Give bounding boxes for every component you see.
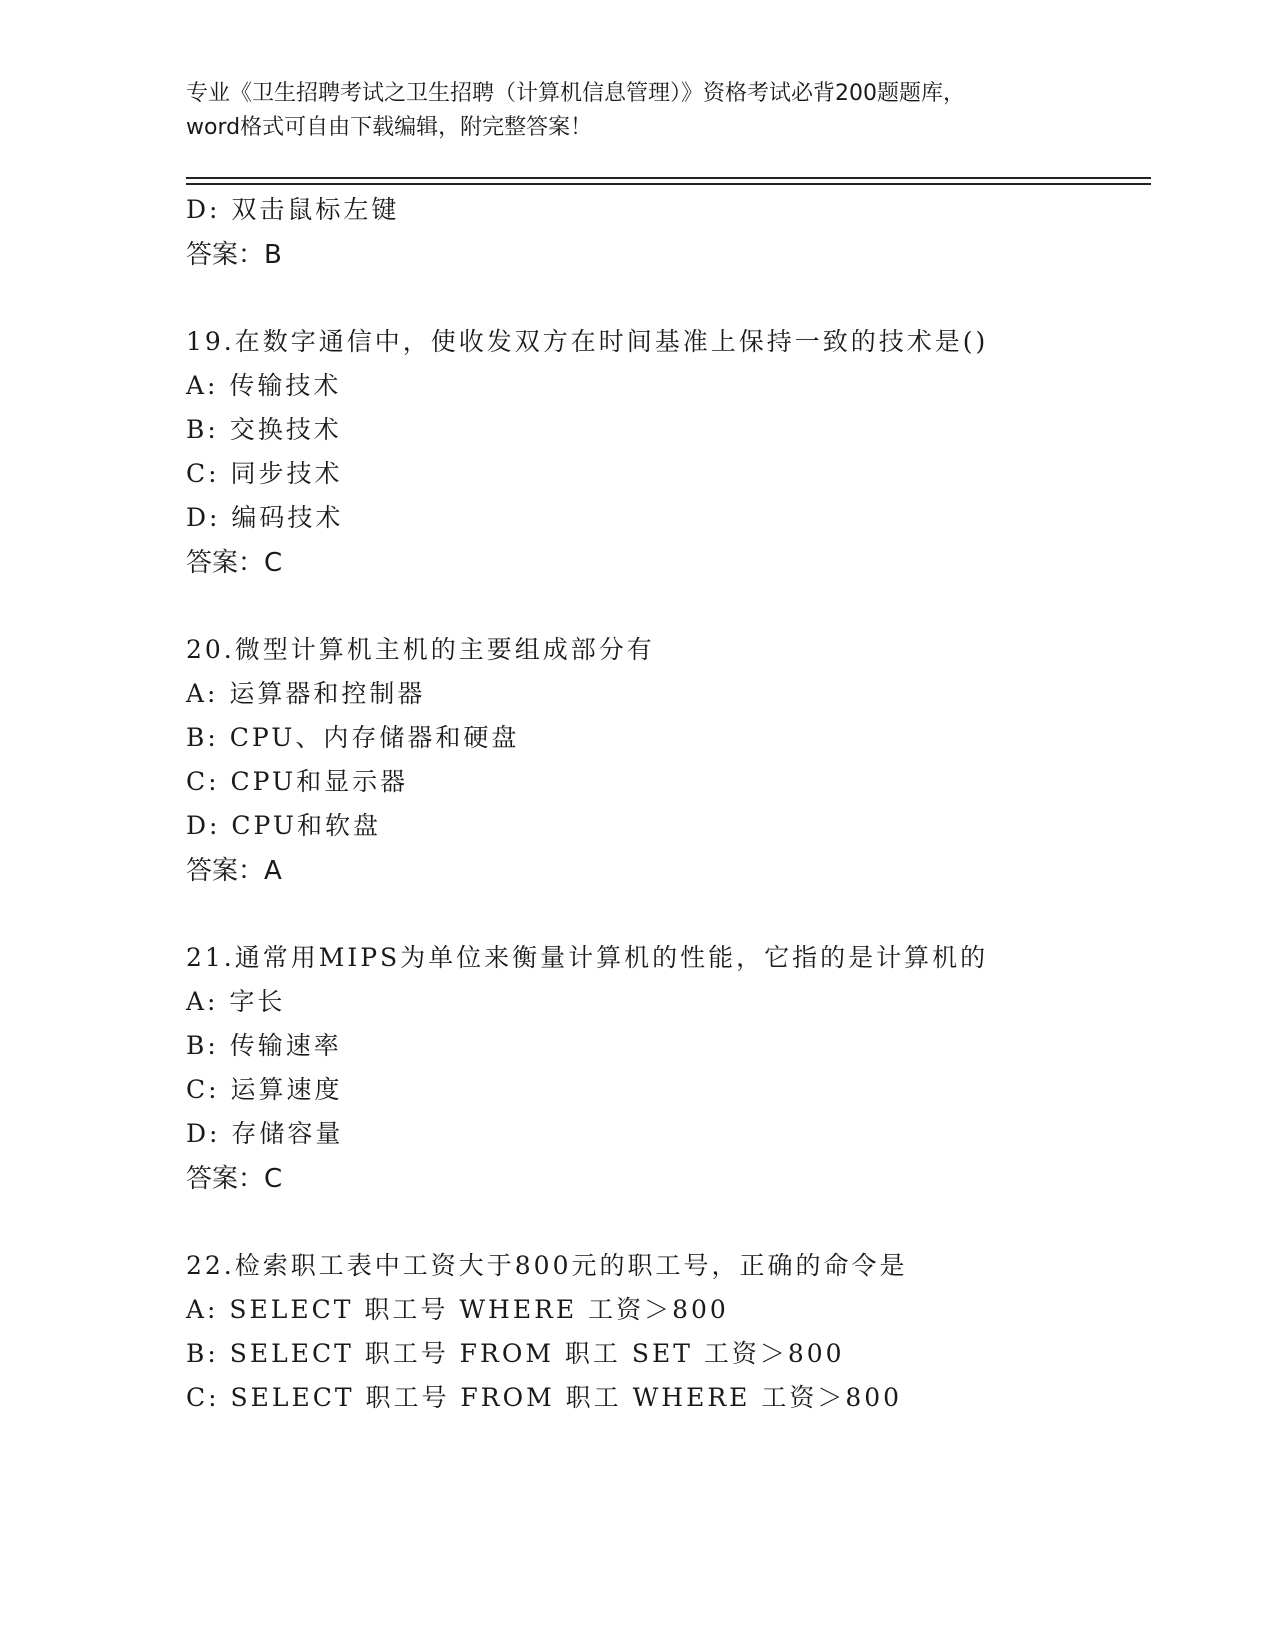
q20-option-c: C: CPU和显示器 — [186, 767, 409, 796]
prev-answer: 答案：B — [186, 240, 282, 270]
q19-question: 19.在数字通信中，使收发双方在时间基准上保持一致的技术是() — [186, 327, 989, 356]
prev-option-d: D: 双击鼠标左键 — [186, 195, 400, 224]
q21-option-c: C: 运算速度 — [186, 1075, 343, 1104]
q20-option-a: A: 运算器和控制器 — [186, 679, 426, 708]
header-divider-top — [186, 177, 1151, 179]
q19-option-c: C: 同步技术 — [186, 459, 343, 488]
header-divider-bottom — [186, 183, 1151, 185]
q21-option-d: D: 存储容量 — [186, 1119, 344, 1148]
document-header-line-1: 专业《卫生招聘考试之卫生招聘（计算机信息管理）》资格考试必背200题题库， — [186, 81, 965, 106]
q22-option-a: A: SELECT 职工号 WHERE 工资＞800 — [186, 1295, 729, 1324]
q19-option-b: B: 交换技术 — [186, 415, 342, 444]
q21-option-a: A: 字长 — [186, 987, 286, 1016]
q22-question: 22.检索职工表中工资大于800元的职工号，正确的命令是 — [186, 1251, 908, 1280]
q21-option-b: B: 传输速率 — [186, 1031, 342, 1060]
q22-option-b: B: SELECT 职工号 FROM 职工 SET 工资＞800 — [186, 1339, 845, 1368]
q20-option-b: B: CPU、内存储器和硬盘 — [186, 723, 520, 752]
q20-question: 20.微型计算机主机的主要组成部分有 — [186, 635, 655, 664]
q21-answer: 答案：C — [186, 1164, 283, 1194]
q19-answer: 答案：C — [186, 548, 283, 578]
q22-option-c: C: SELECT 职工号 FROM 职工 WHERE 工资＞800 — [186, 1383, 903, 1412]
q19-option-a: A: 传输技术 — [186, 371, 342, 400]
q19-option-d: D: 编码技术 — [186, 503, 344, 532]
q21-question: 21.通常用MIPS为单位来衡量计算机的性能，它指的是计算机的 — [186, 943, 989, 972]
document-header-line-2: word格式可自由下载编辑，附完整答案！ — [186, 115, 593, 140]
q20-option-d: D: CPU和软盘 — [186, 811, 381, 840]
q20-answer: 答案：A — [186, 856, 282, 886]
